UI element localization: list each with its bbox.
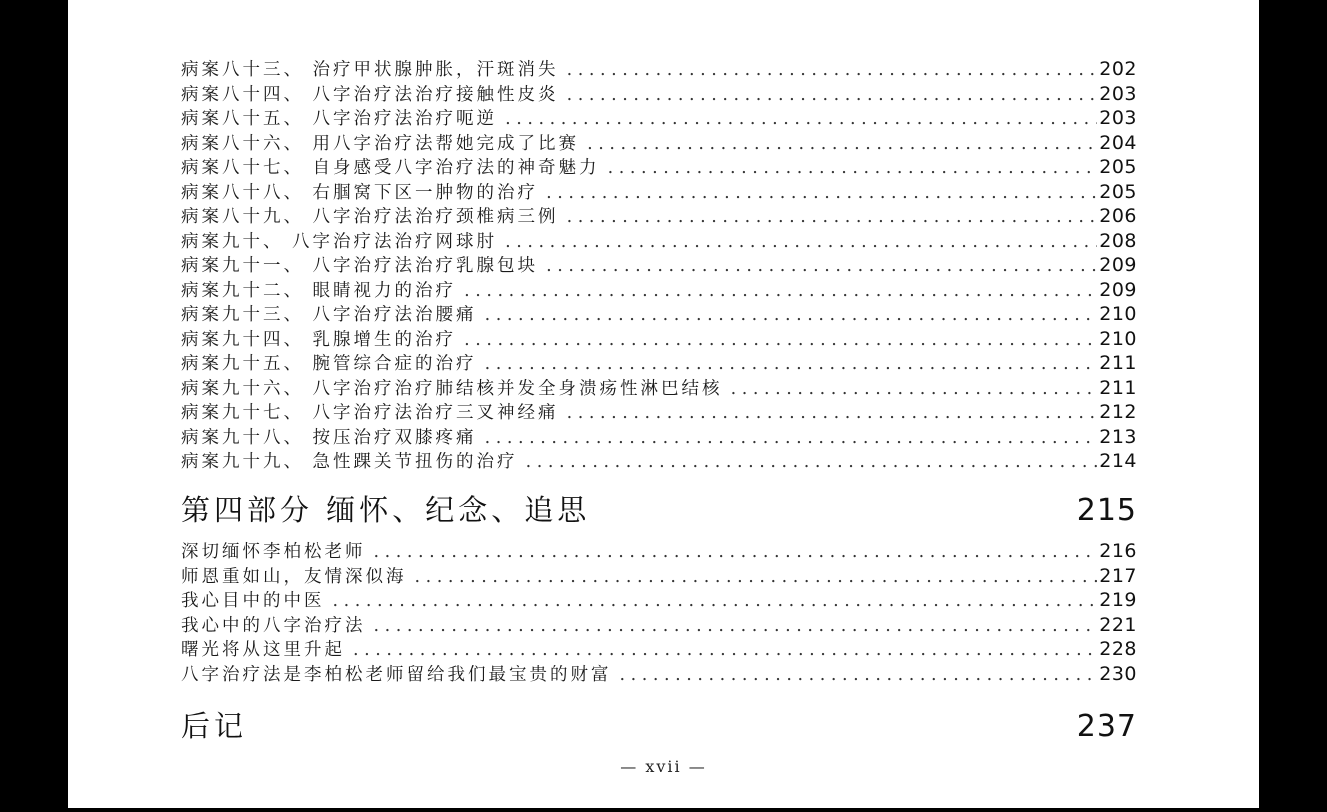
dot-leader [464, 279, 1097, 304]
dot-leader [374, 540, 1098, 565]
toc-entry-page: 203 [1099, 107, 1137, 129]
toc-entry [181, 539, 1137, 564]
toc-entry [181, 425, 1137, 450]
toc-entry-page: 228 [1099, 638, 1137, 660]
dot-leader [333, 589, 1098, 614]
toc-entry [181, 449, 1137, 474]
toc-entry [181, 327, 1137, 352]
toc-entry [181, 302, 1137, 327]
toc-entry [181, 106, 1137, 131]
toc-entry-page: 211 [1099, 352, 1137, 374]
toc-entry-page: 210 [1099, 327, 1137, 350]
toc-entry-title: 病案八十四、 八字治疗法治疗接触性皮炎 [181, 84, 559, 105]
toc-entry-page: 209 [1099, 254, 1137, 276]
dot-leader [567, 205, 1098, 230]
toc-entry-page: 206 [1099, 205, 1137, 227]
toc-entry [181, 564, 1137, 589]
toc-entry [181, 588, 1137, 613]
dot-leader [374, 614, 1098, 639]
toc-afterword-heading [181, 704, 1137, 745]
part-page: 215 [1076, 493, 1137, 528]
toc-entry-title: 我心目中的中医 [181, 591, 325, 611]
toc-case-list [181, 57, 1137, 474]
document-page [68, 0, 1259, 808]
toc-memorial-list [181, 539, 1137, 686]
toc-entry [181, 662, 1137, 687]
toc-entry-page: 210 [1099, 303, 1137, 325]
toc-entry-title: 病案九十二、 眼睛视力的治疗 [181, 280, 457, 301]
dot-leader [415, 565, 1098, 590]
toc-entry [181, 351, 1137, 376]
toc-entry-page: 213 [1099, 425, 1137, 448]
toc-entry-page: 208 [1099, 229, 1137, 252]
toc-entry-title: 病案九十九、 急性踝关节扭伤的治疗 [181, 452, 518, 472]
toc-entry-title: 病案九十五、 腕管综合症的治疗 [181, 354, 477, 374]
afterword-title: 后记 [181, 709, 248, 743]
toc-entry-title: 病案八十九、 八字治疗法治疗颈椎病三例 [181, 207, 559, 227]
toc-entry [181, 180, 1137, 205]
toc-entry-page: 205 [1099, 156, 1137, 178]
toc-entry-title: 八字治疗法是李柏松老师留给我们最宝贵的财富 [181, 664, 612, 685]
toc-entry [181, 204, 1137, 229]
toc-entry-title: 深切缅怀李柏松老师 [181, 542, 366, 562]
toc-entry [181, 229, 1137, 254]
toc-entry [181, 400, 1137, 425]
dot-leader [505, 107, 1097, 132]
toc-entry-title: 病案八十七、 自身感受八字治疗法的神奇魅力 [181, 158, 600, 178]
toc-entry-title: 曙光将从这里升起 [181, 640, 345, 660]
toc-entry [181, 155, 1137, 180]
toc-entry [181, 82, 1137, 107]
toc-entry-title: 病案九十七、 八字治疗法治疗三叉神经痛 [181, 403, 559, 423]
toc-entry-title: 师恩重如山，友情深似海 [181, 566, 407, 587]
dot-leader [505, 230, 1097, 255]
afterword-page: 237 [1076, 709, 1137, 744]
toc-entry-title: 病案九十八、 按压治疗双膝疼痛 [181, 427, 477, 448]
toc-entry-page: 205 [1099, 180, 1137, 203]
toc-entry [181, 131, 1137, 156]
part-title: 第四部分 缅怀、纪念、追思 [181, 493, 591, 527]
dot-leader [353, 638, 1097, 663]
toc-entry-title: 我心中的八字治疗法 [181, 615, 366, 636]
toc-entry [181, 57, 1137, 82]
toc-entry-title: 病案九十一、 八字治疗法治疗乳腺包块 [181, 256, 539, 276]
toc-entry-page: 217 [1099, 564, 1137, 587]
toc-entry-page: 202 [1099, 58, 1137, 80]
toc-entry-title: 病案八十八、 右腘窝下区一肿物的治疗 [181, 182, 539, 203]
toc-entry [181, 278, 1137, 303]
toc-entry-page: 216 [1099, 540, 1137, 562]
toc-entry-page: 203 [1099, 82, 1137, 105]
dot-leader [546, 181, 1097, 206]
page-folio: — xvii — [620, 757, 707, 776]
toc-entry-title: 病案九十六、 八字治疗治疗肺结核并发全身溃疡性淋巴结核 [181, 378, 723, 399]
toc-part-heading [181, 488, 1137, 529]
dot-leader [608, 156, 1098, 181]
dot-leader [620, 663, 1098, 688]
toc-entry-title: 病案八十五、 八字治疗法治疗呃逆 [181, 109, 498, 129]
dot-leader [567, 401, 1098, 426]
toc-entry-title: 病案九十四、 乳腺增生的治疗 [181, 329, 457, 350]
dot-leader [485, 352, 1098, 377]
toc-entry-page: 221 [1099, 613, 1137, 636]
toc-entry [181, 253, 1137, 278]
toc-entry-title: 病案九十三、 八字治疗法治腰痛 [181, 305, 477, 325]
dot-leader [546, 254, 1097, 279]
toc-entry [181, 376, 1137, 401]
toc-entry [181, 613, 1137, 638]
dot-leader [731, 377, 1098, 402]
toc-entry [181, 637, 1137, 662]
dot-leader [526, 450, 1098, 475]
dot-leader [587, 132, 1097, 157]
toc-entry-title: 病案八十六、 用八字治疗法帮她完成了比赛 [181, 133, 580, 154]
toc-entry-page: 209 [1099, 278, 1137, 301]
toc-entry-page: 230 [1099, 662, 1137, 685]
toc-entry-page: 212 [1099, 401, 1137, 423]
toc-entry-page: 219 [1099, 589, 1137, 611]
dot-leader [485, 303, 1098, 328]
toc-entry-page: 214 [1099, 450, 1137, 472]
toc-entry-title: 病案八十三、 治疗甲状腺肿胀，汗斑消失 [181, 60, 559, 80]
toc-entry-page: 211 [1099, 376, 1137, 399]
dot-leader [567, 58, 1098, 83]
dot-leader [567, 83, 1098, 108]
toc-entry-title: 病案九十、 八字治疗法治疗网球肘 [181, 231, 498, 252]
dot-leader [464, 328, 1097, 353]
toc-entry-page: 204 [1099, 131, 1137, 154]
dot-leader [485, 426, 1098, 451]
